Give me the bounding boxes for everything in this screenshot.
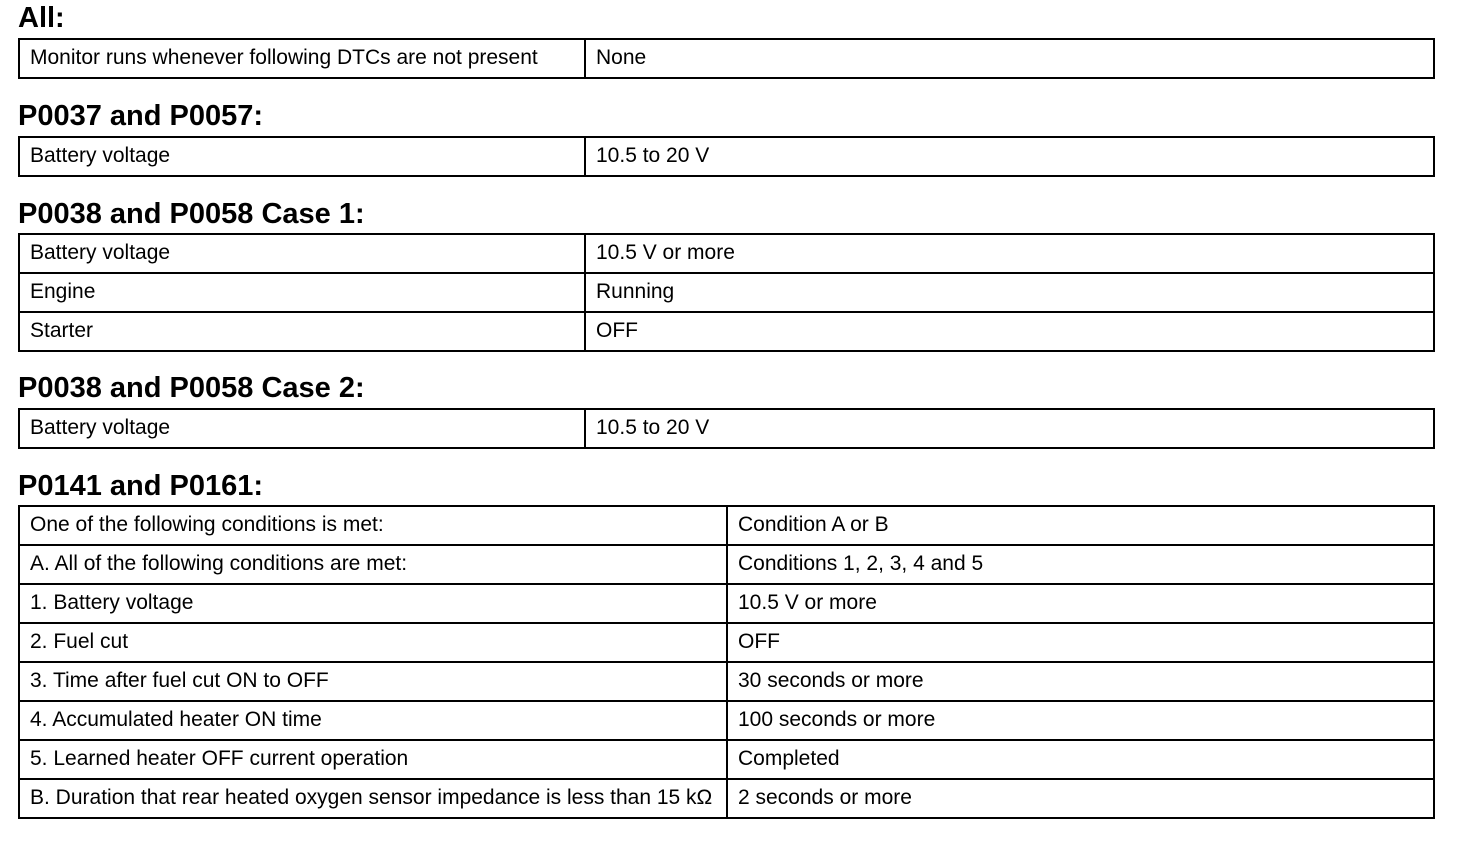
value-cell: Conditions 1, 2, 3, 4 and 5	[727, 545, 1434, 584]
condition-cell: 3. Time after fuel cut ON to OFF	[19, 662, 727, 701]
value-cell: 10.5 to 20 V	[585, 409, 1434, 448]
table-p0038-p0058-case2	[18, 408, 1435, 449]
table-row	[19, 506, 1434, 545]
table-row	[19, 312, 1434, 351]
table-row	[19, 662, 1434, 701]
section-title-p0038-p0058-case1: P0038 and P0058 Case 1:	[18, 198, 365, 230]
table-all	[18, 38, 1435, 79]
value-cell: OFF	[585, 312, 1434, 351]
value-cell: 30 seconds or more	[727, 662, 1434, 701]
value-cell: 10.5 V or more	[585, 234, 1434, 273]
condition-cell: Battery voltage	[19, 137, 585, 176]
condition-cell: Battery voltage	[19, 409, 585, 448]
section-title-p0141-p0161: P0141 and P0161:	[18, 470, 264, 502]
condition-cell: B. Duration that rear heated oxygen sensor impedance is less than 15 kΩ	[19, 779, 727, 818]
table-p0141-p0161	[18, 505, 1435, 819]
value-cell: None	[585, 39, 1434, 78]
table-row	[19, 39, 1434, 78]
table-row	[19, 623, 1434, 662]
table-p0037-p0057	[18, 136, 1435, 177]
condition-cell: 4. Accumulated heater ON time	[19, 701, 727, 740]
section-title-p0038-p0058-case2: P0038 and P0058 Case 2:	[18, 372, 365, 404]
condition-cell: One of the following conditions is met:	[19, 506, 727, 545]
table-row	[19, 273, 1434, 312]
condition-cell: 1. Battery voltage	[19, 584, 727, 623]
value-cell: Condition A or B	[727, 506, 1434, 545]
table-row	[19, 701, 1434, 740]
table-row	[19, 137, 1434, 176]
section-title-p0037-p0057: P0037 and P0057:	[18, 100, 264, 132]
table-row	[19, 545, 1434, 584]
condition-cell: Monitor runs whenever following DTCs are not present	[19, 39, 585, 78]
value-cell: 2 seconds or more	[727, 779, 1434, 818]
value-cell: Completed	[727, 740, 1434, 779]
section-title-all: All:	[18, 2, 65, 34]
condition-cell: 5. Learned heater OFF current operation	[19, 740, 727, 779]
condition-cell: Battery voltage	[19, 234, 585, 273]
table-row	[19, 740, 1434, 779]
table-row	[19, 584, 1434, 623]
table-row	[19, 779, 1434, 818]
value-cell: Running	[585, 273, 1434, 312]
table-row	[19, 409, 1434, 448]
value-cell: OFF	[727, 623, 1434, 662]
condition-cell: A. All of the following conditions are met:	[19, 545, 727, 584]
value-cell: 100 seconds or more	[727, 701, 1434, 740]
condition-cell: 2. Fuel cut	[19, 623, 727, 662]
table-p0038-p0058-case1	[18, 233, 1435, 352]
value-cell: 10.5 V or more	[727, 584, 1434, 623]
condition-cell: Starter	[19, 312, 585, 351]
table-row	[19, 234, 1434, 273]
value-cell: 10.5 to 20 V	[585, 137, 1434, 176]
condition-cell: Engine	[19, 273, 585, 312]
